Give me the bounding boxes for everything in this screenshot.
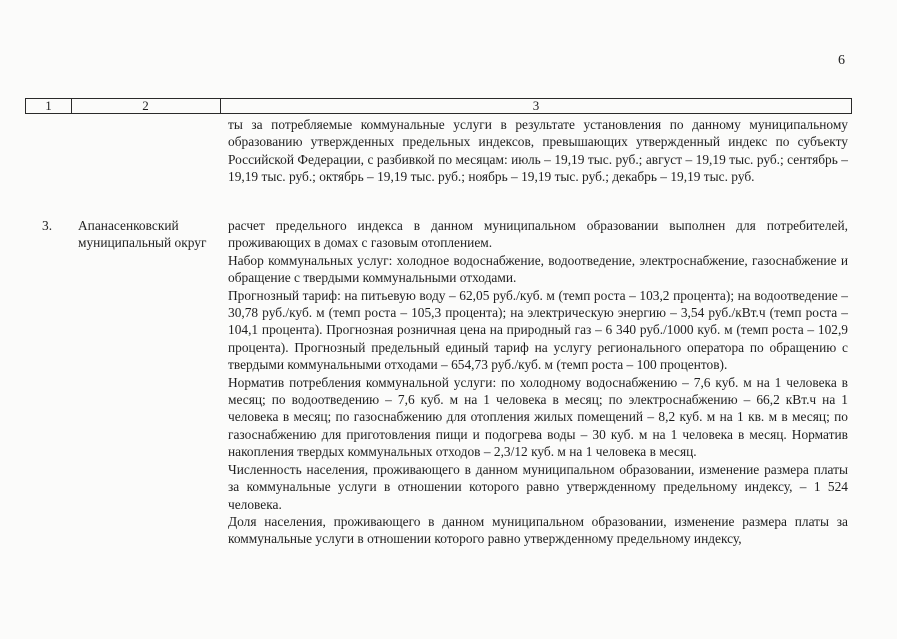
paragraph-population-share: Доля населения, проживающего в данном муниципальном образовании, изменение размера платы за коммунальные услуги в отношении которого равно утвержденному предельному индексу, [228,513,848,547]
paragraph-calc-basis: расчет предельного индекса в данном муниципальном образовании выполнен для потребителей, проживающих в домах с газовым отоплением. [228,218,848,251]
table-header-row [25,98,852,114]
table-header-col-2: 2 [71,99,221,113]
paragraph-services-set: Набор коммунальных услуг: холодное водоснабжение, водоотведение, электроснабжение, газоснабжение и обращение с твердыми коммунальными отходами. [228,252,848,286]
row-number: 3. [42,218,53,233]
paragraph-consumption-norm: Норматив потребления коммунальной услуги: по холодному водоснабжению – 7,6 куб. м на 1 человека в месяц; по водоотведению – 7,6 куб. м на 1 человека в месяц; по электроснабжению – 66,2 кВт.ч на 1 человека в месяц; по газоснабжению для отопления жилых помещений – 8,2 куб. м на 1 кв. м в месяц; по газоснабжению для приготовления пищи и подогрева воды – 30 куб. м на 1 человека в месяц. Норматив накопления твердых коммунальных отходов – 2,3/12 куб. м на 1 человека в месяц. [228,374,848,460]
row-municipality-name: Апанасенковский муниципальный округ [78,218,207,251]
page-number: 6 [838,53,845,68]
table-header-col-1: 1 [26,99,72,113]
paragraph-forecast-tariff: Прогнозный тариф: на питьевую воду – 62,05 руб./куб. м (темп роста – 103,2 процента); на водоотведение – 30,78 руб./куб. м (темп роста – 105,3 процента); на электрическую энергию – 3,54 руб./кВт.ч (темп роста – 104,1 процента). Прогнозная розничная цена на природный газ – 6 340 руб./1000 куб. м (темп роста – 102,9 процента). Прогнозный предельный единый тариф на услугу регионального оператора по обращению с твердыми коммунальными отходами – 654,73 руб./куб. м (темп роста – 100 процентов). [228,287,848,373]
table-header-col-3: 3 [532,98,540,113]
row-body [228,217,848,548]
paragraph-population: Численность населения, проживающего в данном муниципальном образовании, изменение размера платы за коммунальные услуги в отношении которого равно утвержденному предельному индексу, – 1 524 человека. [228,461,848,512]
continuation-text: ты за потребляемые коммунальные услуги в результате установления по данному муниципальному образованию утвержденных предельных индексов, превышающих утвержденный индекс по субъекту Российской Федерации, с разбивкой по месяцам: июль – 19,19 тыс. руб.; август – 19,19 тыс. руб.; сентябрь – 19,19 тыс. руб.; октябрь – 19,19 тыс. руб.; ноябрь – 19,19 тыс. руб.; декабрь – 19,19 тыс. руб. [228,117,848,185]
